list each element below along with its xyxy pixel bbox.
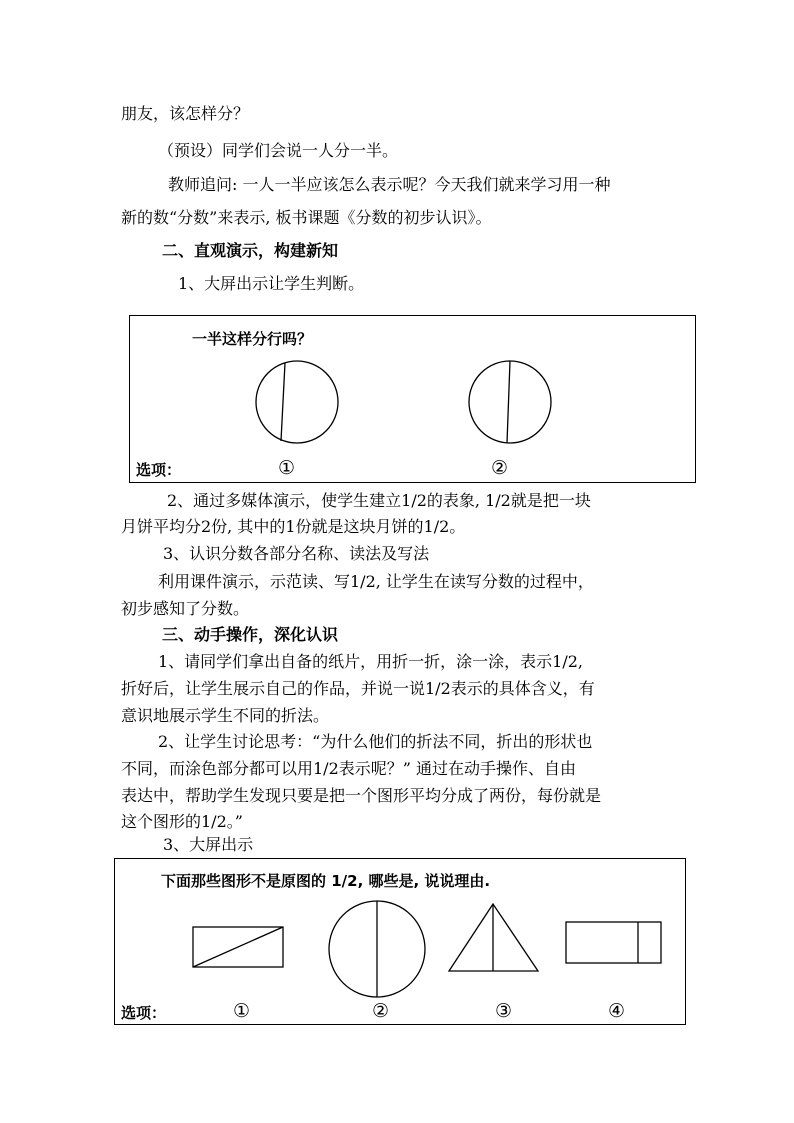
option-marker: ① — [278, 457, 296, 479]
section-heading: 三、动手操作，深化认识 — [162, 625, 339, 644]
paragraph-line: 3、大屏出示 — [163, 835, 254, 854]
paragraph-line: 2、通过多媒体演示，使学生建立1/2的表象, 1/2就是把一块 — [167, 491, 591, 510]
paragraph-line: 表达中，帮助学生发现只要是把一个图形平均分成了两份，每份就是 — [121, 786, 602, 805]
paragraph-line: 月饼平均分2份, 其中的1份就是这块月饼的1/2。 — [121, 517, 466, 536]
paragraph-line: 1、请同学们拿出自备的纸片，用折一折，涂一涂，表示1/2, — [158, 652, 584, 671]
rectangle-diagonal-figure — [193, 927, 293, 977]
circle-figure-2 — [465, 356, 565, 456]
option-marker: ② — [372, 1000, 390, 1022]
circle-figure — [329, 901, 429, 1001]
option-marker: ③ — [495, 1000, 513, 1022]
option-marker: ① — [233, 1000, 251, 1022]
box-title: 下面那些图形不是原图的 1/2, 哪些是, 说说理由. — [161, 872, 491, 890]
paragraph-line: 折好后，让学生展示自己的作品，并说一说1/2表示的具体含义，有 — [121, 679, 595, 698]
options-label: 选项： — [136, 461, 182, 479]
paragraph-line: 2、让学生讨论思考：“为什么他们的折法不同，折出的形状也 — [158, 732, 593, 751]
triangle-figure — [449, 904, 549, 984]
option-marker: ② — [491, 457, 509, 479]
paragraph-line: （预设）同学们会说一人分一半。 — [158, 141, 399, 160]
section-heading: 二、直观演示，构建新知 — [162, 241, 339, 260]
paragraph-line: 利用课件演示，示范读、写1/2, 让学生在读写分数的过程中， — [158, 572, 594, 591]
paragraph-line: 不同，而涂色部分都可以用1/2表示呢？” 通过在动手操作、自由 — [121, 759, 577, 778]
paragraph-line: 意识地展示学生不同的折法。 — [121, 706, 330, 725]
option-marker: ④ — [608, 1000, 626, 1022]
options-label: 选项： — [121, 1004, 167, 1022]
paragraph-line: 1、大屏出示让学生判断。 — [178, 274, 365, 293]
box-title: 一半这样分行吗？ — [192, 330, 313, 348]
display-box-2 — [114, 858, 686, 1025]
circle-figure-1 — [252, 356, 352, 456]
display-box-1 — [129, 315, 696, 483]
paragraph-line: 教师追问: 一人一半应该怎么表示呢？今天我们就来学习用一种 — [168, 175, 611, 194]
paragraph-line: 3、认识分数各部分名称、读法及写法 — [163, 544, 430, 563]
paragraph-line: 朋友，该怎样分？ — [121, 104, 250, 123]
paragraph-line: 这个图形的1/2。” — [121, 812, 243, 831]
paragraph-line: 初步感知了分数。 — [121, 599, 250, 618]
paragraph-line: 新的数“分数”来表示, 板书课题《分数的初步认识》。 — [121, 208, 492, 227]
rectangle-split-figure — [566, 922, 666, 972]
